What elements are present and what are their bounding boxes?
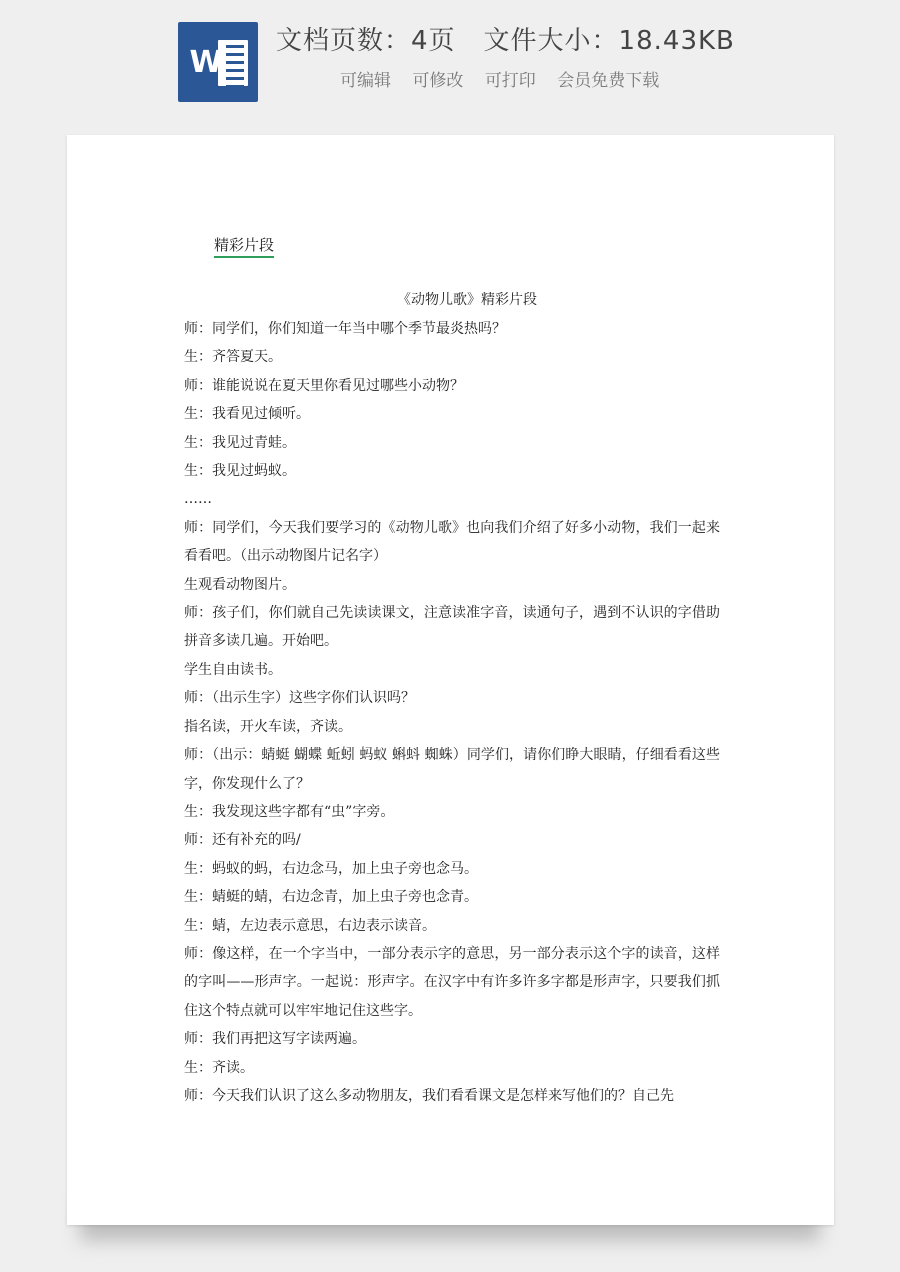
feature-member-download: 会员免费下载 — [557, 71, 660, 91]
paragraph: 生：我见过青蛙。 — [184, 434, 296, 451]
paragraph: 师：像这样，在一个字当中，一部分表示字的意思，另一部分表示这个字的读音，这样的字叫——形声字。一起说：形声字。在汉字中有许多许多字都是形声字，只要我们抓住这个特点就可以牢牢地记住这些字。 — [184, 945, 720, 1019]
page-count-label: 文档页数：4页 — [276, 26, 456, 56]
paragraph: 师：我们再把这写字读两遍。 — [184, 1031, 366, 1048]
paragraph: 指名读，开火车读，齐读。 — [184, 718, 352, 735]
document-title: 《动物儿歌》精彩片段 — [397, 292, 537, 308]
document-stats — [276, 20, 735, 57]
paragraph: 师：（出示：蜻蜓 蝴蝶 蚯蚓 蚂蚁 蝌蚪 蜘蛛）同学们，请你们睁大眼睛，仔细看看这些字，你发现什么了？ — [184, 747, 720, 792]
paragraph: 师：同学们，今天我们要学习的《动物儿歌》也向我们介绍了好多小动物，我们一起来看看吧。（出示动物图片记名字） — [184, 519, 720, 565]
paragraph: 生：齐读。 — [184, 1059, 254, 1076]
paragraph: 师：还有补充的吗/ — [184, 832, 301, 849]
document-info-header — [0, 0, 900, 130]
document-page — [67, 135, 834, 1225]
paragraph: 师：（出示生字）这些字你们认识吗？ — [184, 690, 415, 707]
feature-printable: 可打印 — [484, 71, 536, 91]
paragraph: 生：蜻，左边表示意思，右边表示读音。 — [184, 917, 436, 934]
paragraph: 师：同学们，你们知道一年当中哪个季节最炎热吗？ — [184, 321, 506, 337]
document-body — [184, 315, 720, 1110]
paragraph: 生观看动物图片。 — [184, 576, 296, 593]
paragraph: 生：我看见过倾听。 — [184, 406, 310, 423]
paragraph: 师：今天我们认识了这么多动物朋友，我们看看课文是怎样来写他们的？自己先 — [184, 1087, 674, 1104]
feature-list — [340, 66, 669, 91]
paragraph: 师：孩子们，你们就自己先读读课文，注意读准字音，读通句子，遇到不认识的字借助拼音多读几遍。开始吧。 — [184, 605, 720, 650]
feature-modifiable: 可修改 — [412, 71, 464, 91]
paragraph: 生：蚂蚁的蚂，右边念马，加上虫子旁也念马。 — [184, 860, 478, 877]
paragraph: …… — [184, 491, 212, 508]
paragraph: 生：我见过蚂蚁。 — [184, 463, 296, 480]
file-size-label: 文件大小：18.43KB — [483, 26, 735, 56]
paragraph: 生：齐答夏天。 — [184, 349, 282, 366]
paragraph: 生：我发现这些字都有“虫”字旁。 — [184, 803, 395, 820]
word-document-icon — [178, 22, 258, 102]
paragraph: 师：谁能说说在夏天里你看见过哪些小动物？ — [184, 377, 464, 394]
paragraph: 生：蜻蜓的蜻，右边念青，加上虫子旁也念青。 — [184, 889, 478, 906]
paragraph: 学生自由读书。 — [184, 661, 282, 678]
word-letter: W — [189, 45, 223, 80]
feature-editable: 可编辑 — [340, 71, 391, 91]
section-heading: 精彩片段 — [214, 235, 274, 258]
